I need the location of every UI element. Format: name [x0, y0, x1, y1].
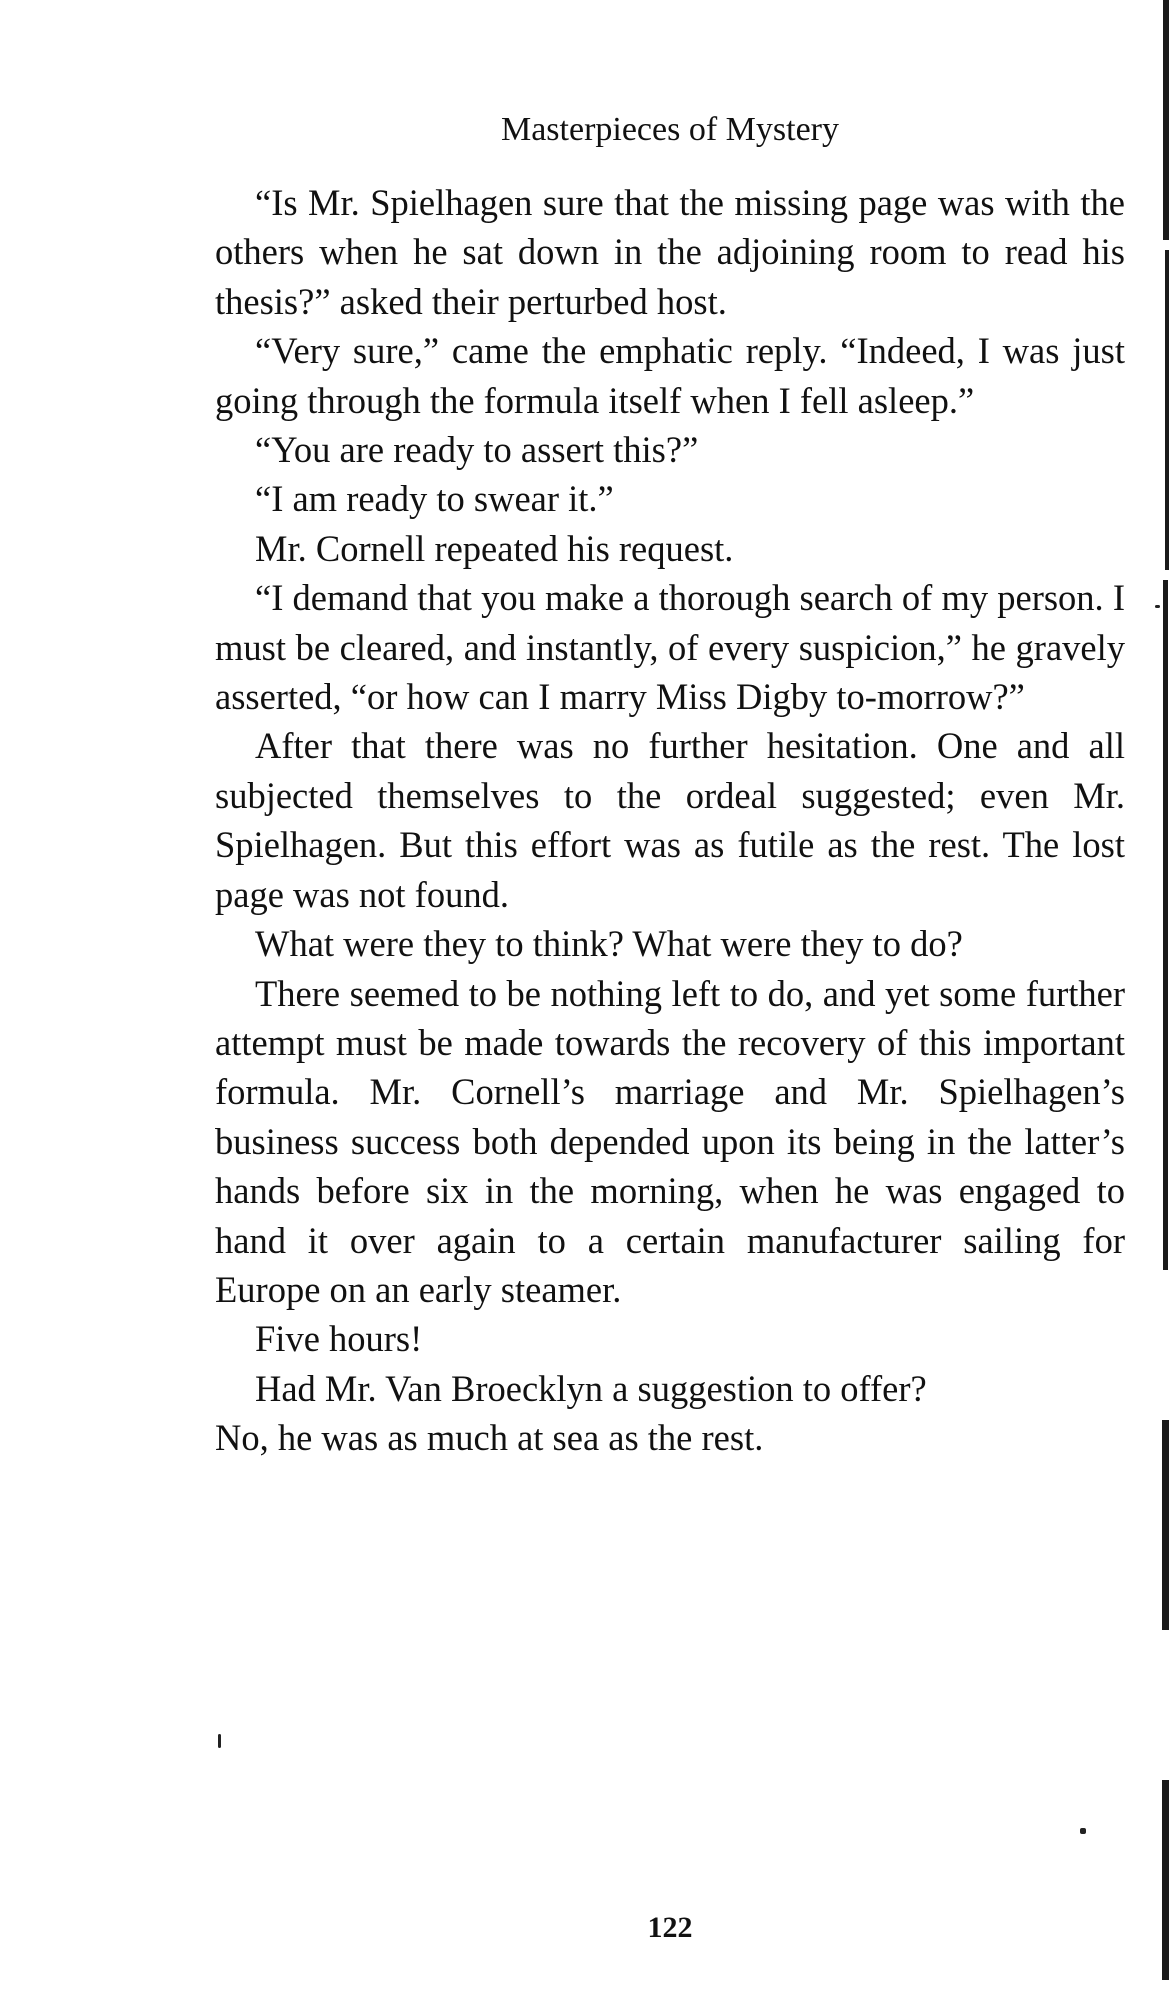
scan-speck	[1080, 1828, 1086, 1834]
paragraph: “You are ready to assert this?”	[255, 429, 699, 471]
paragraph: What were they to think? What were they to do?	[255, 923, 963, 965]
paragraph: After that there was no further hesitation. One and all subjected themselves to the ordeal suggested; even Mr. Spielhagen. But this effort was as futile as the rest. The lost page was not found.	[215, 725, 1125, 915]
paragraph: “I demand that you make a thorough search of my person. I must be cleared, and instantly, of every suspicion,” he gravely asserted, “or how can I marry Miss Digby to-morrow?”	[215, 577, 1125, 718]
paragraph: Mr. Cornell repeated his request.	[255, 527, 734, 569]
scan-edge-shadow	[1162, 1420, 1169, 1630]
page-number: 122	[647, 1911, 693, 1944]
scan-edge-shadow	[1163, 0, 1169, 240]
paragraph: “I am ready to swear it.”	[255, 478, 614, 520]
paragraph: “Is Mr. Spielhagen sure that the missing page was with the others when he sat down in the adjoining room to read his thesis?” asked their perturbed host.	[215, 182, 1125, 322]
paragraph: “Very sure,” came the emphatic reply. “Indeed, I was just going through the formula itself when I fell asleep.”	[215, 330, 1125, 421]
scan-speck	[1155, 605, 1160, 608]
scan-speck	[218, 1734, 221, 1748]
paragraph: Five hours!	[255, 1318, 423, 1360]
body-text	[215, 178, 1125, 1463]
scan-edge-shadow	[1163, 580, 1168, 1270]
paragraph: There seemed to be nothing left to do, and yet some further attempt must be made towards the recovery of this important formula. Mr. Cornell’s marriage and Mr. Spielhagen’s business success both depended upon its being in the latter’s hands before six in the morning, when he was engaged to hand it over again to a certain manufacturer sailing for Europe on an early steamer.	[215, 972, 1125, 1310]
scan-edge-shadow	[1162, 1780, 1169, 1980]
paragraph: No, he was as much at sea as the rest.	[215, 1417, 764, 1459]
running-head: Masterpieces of Mystery	[500, 111, 839, 148]
paragraph: Had Mr. Van Broecklyn a suggestion to offer?	[255, 1367, 927, 1409]
scan-edge-shadow	[1165, 250, 1169, 570]
